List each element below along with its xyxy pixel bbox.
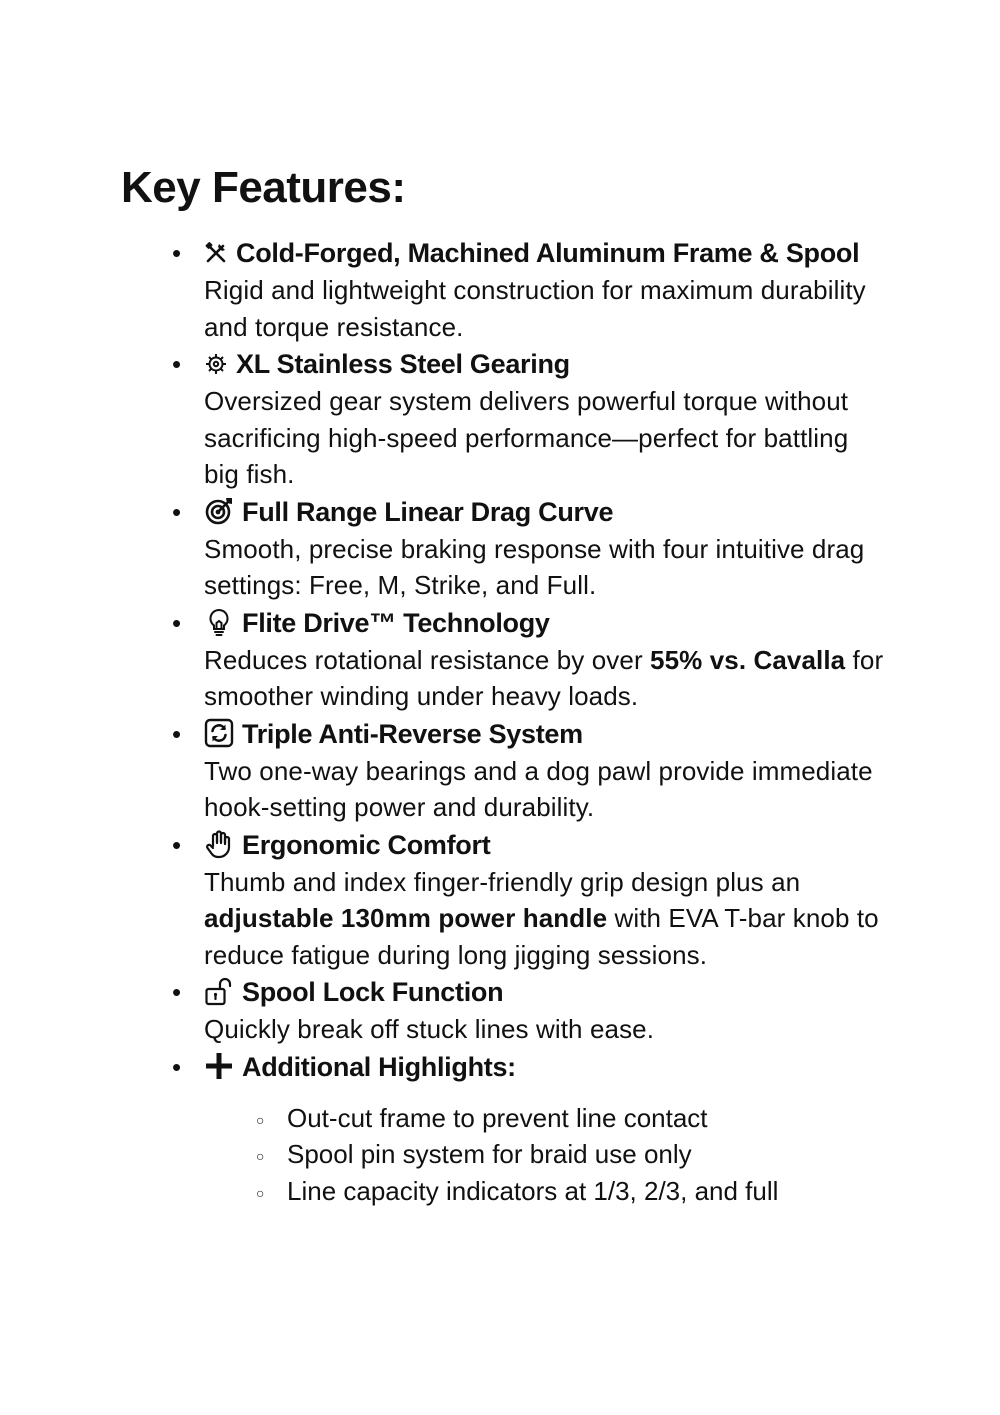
feature-description: Reduces rotational resistance by over 55% vs. Cavalla for smoother winding under heavy loads. [204,644,884,711]
gear-icon [204,352,228,376]
list-item: ○ Line capacity indicators at 1/3, 2/3, and full [204,1173,890,1210]
sub-bullet: ○ [256,1184,265,1201]
sub-bullet: ○ [256,1111,265,1128]
sub-bullet: ○ [256,1148,265,1164]
feature-title: Ergonomic Comfort [204,826,890,864]
lightbulb-icon [204,607,234,637]
feature-title: XL Stainless Steel Gearing [204,345,890,383]
feature-description: Two one-way bearings and a dog pawl provide immediate hook-setting power and durability. [204,755,873,822]
plus-icon [204,1051,234,1081]
feature-item-frame [0,234,1000,345]
list-bullet: • [172,607,182,638]
hand-icon [204,829,234,859]
feature-description: Smooth, precise braking response with four intuitive drag settings: Free, M, Strike, and Full. [204,533,865,600]
unlock-icon [204,976,234,1006]
feature-item-gearing [0,345,1000,493]
feature-title: Cold-Forged, Machined Aluminum Frame & Spool [204,234,890,272]
highlight-text: 55% vs. Cavalla [650,644,846,675]
list-bullet: • [172,977,182,1007]
feature-title: Additional Highlights: [204,1048,890,1086]
highlights-list [204,1100,890,1210]
list-bullet: • [172,496,182,527]
feature-description: Thumb and index finger-friendly grip design plus an adjustable 130mm power handle with EVA T-bar knob to reduce fatigue during long jigging sessions. [204,866,879,970]
list-bullet: • [172,238,182,268]
highlight-text: adjustable 130mm power handle [204,903,608,933]
list-item: ○ Out-cut frame to prevent line contact [204,1100,890,1137]
page-heading: Key Features: [121,163,406,212]
feature-item-anti-reverse [0,715,1000,826]
list-bullet: • [172,829,182,860]
feature-description: Oversized gear system delivers powerful torque without sacrificing high-speed performance—perfect for battling big fish. [204,386,849,489]
feature-title: Flite Drive™ Technology [204,604,890,642]
list-bullet: • [172,718,182,749]
feature-item-drag [0,493,1000,604]
target-icon [204,496,234,526]
feature-title: Spool Lock Function [204,973,890,1011]
tools-icon [204,241,228,265]
feature-item-ergonomic [0,826,1000,974]
feature-item-flite-drive [0,604,1000,715]
feature-description: Rigid and lightweight construction for maximum durability and torque resistance. [204,275,866,342]
feature-item-spool-lock [0,973,1000,1048]
reverse-arrows-icon [204,718,234,748]
feature-item-additional [0,1048,1000,1210]
feature-title: Full Range Linear Drag Curve [204,493,890,531]
list-bullet: • [172,349,182,379]
feature-title: Triple Anti-Reverse System [204,715,890,753]
list-item: ○ Spool pin system for braid use only [204,1136,890,1173]
feature-description: Quickly break off stuck lines with ease. [204,1014,655,1044]
feature-list [0,234,1000,1209]
list-bullet: • [172,1051,182,1082]
